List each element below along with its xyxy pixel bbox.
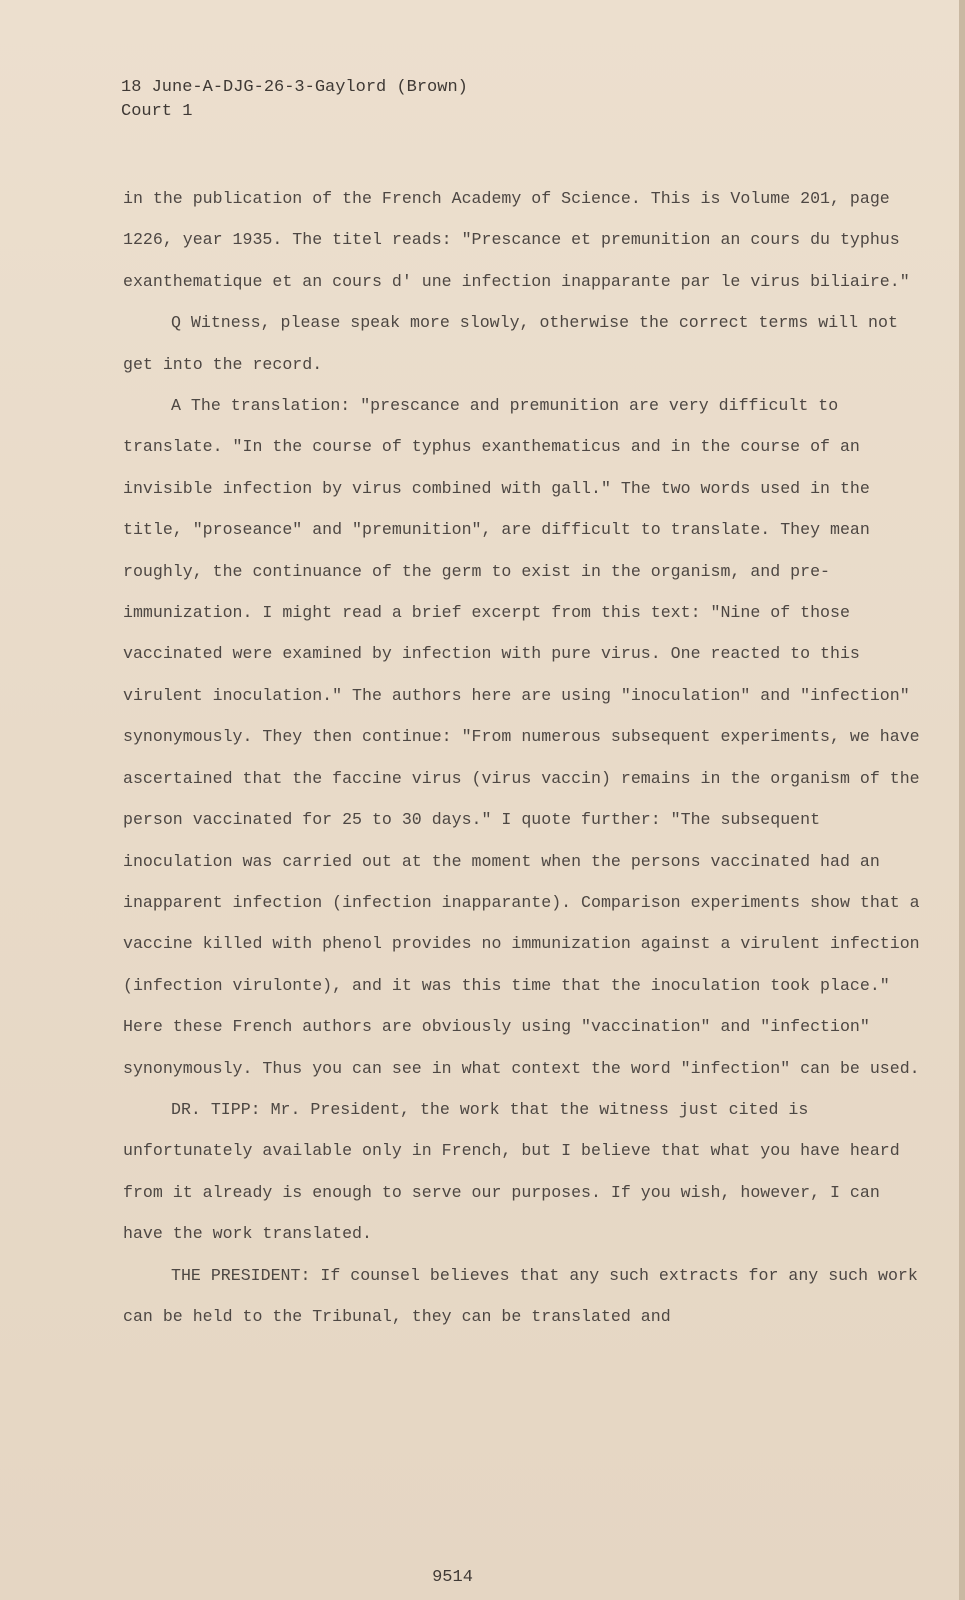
page-edge bbox=[959, 0, 965, 1600]
paragraph-question: Q Witness, please speak more slowly, otherwise the correct terms will not get into the record. bbox=[123, 313, 898, 374]
page-number: 9514 bbox=[432, 1568, 473, 1587]
paragraph-answer: A The translation: "prescance and premunition are very difficult to translate. "In the course of typhus exanthematicus and in the course of an invisible infection by virus combined with gall." The two words used in the title, "proseance" and "premunition", are difficult to translate. They mean roughly, the continuance of the germ to exist in the organism, and pre-immunization. I might read a brief excerpt from this text: "Nine of those vaccinated were examined by infection with pure virus. One reacted to this virulent inoculation." The authors here are using "inoculation" and "infection" synonymously. They then continue: "From numerous subsequent experiments, we have ascertained that the faccine virus (virus vaccin) remains in the organism of the person vaccinated for 25 to 30 days." I quote further: "The subsequent inoculation was carried out at the moment when the persons vaccinated had an inapparent infection (infection inapparante). Comparison experiments show that a vaccine killed with phenol provides no immunization against a virulent infection (infection virulonte), and it was this time that the inoculation took place." Here these French authors are obviously using "vaccination" and "infection" synonymously. Thus you can see in what context the word "infection" can be used. bbox=[123, 396, 920, 1078]
paragraph-continuation: in the publication of the French Academy of Science. This is Volume 201, page 1226, year 1935. The titel reads: "Prescance et premunition an cours du typhus exanthematique et an cours d' une infection inapparante par le virus biliaire." bbox=[123, 189, 910, 291]
page-footer bbox=[0, 1568, 965, 1587]
paragraph-president: THE PRESIDENT: If counsel believes that any such extracts for any such work can be held to the Tribunal, they can be translated and bbox=[123, 1265, 918, 1326]
document-header bbox=[121, 76, 468, 124]
paragraph-dr-tipp: DR. TIPP: Mr. President, the work that the witness just cited is unfortunately available only in French, but I believe that what you have heard from it already is enough to serve our purposes. If you wish, however, I can have the work translated. bbox=[123, 1099, 900, 1244]
header-court: Court 1 bbox=[121, 102, 193, 121]
header-reference: 18 June-A-DJG-26-3-Gaylord (Brown) bbox=[121, 78, 468, 97]
transcript-body bbox=[123, 178, 923, 1337]
